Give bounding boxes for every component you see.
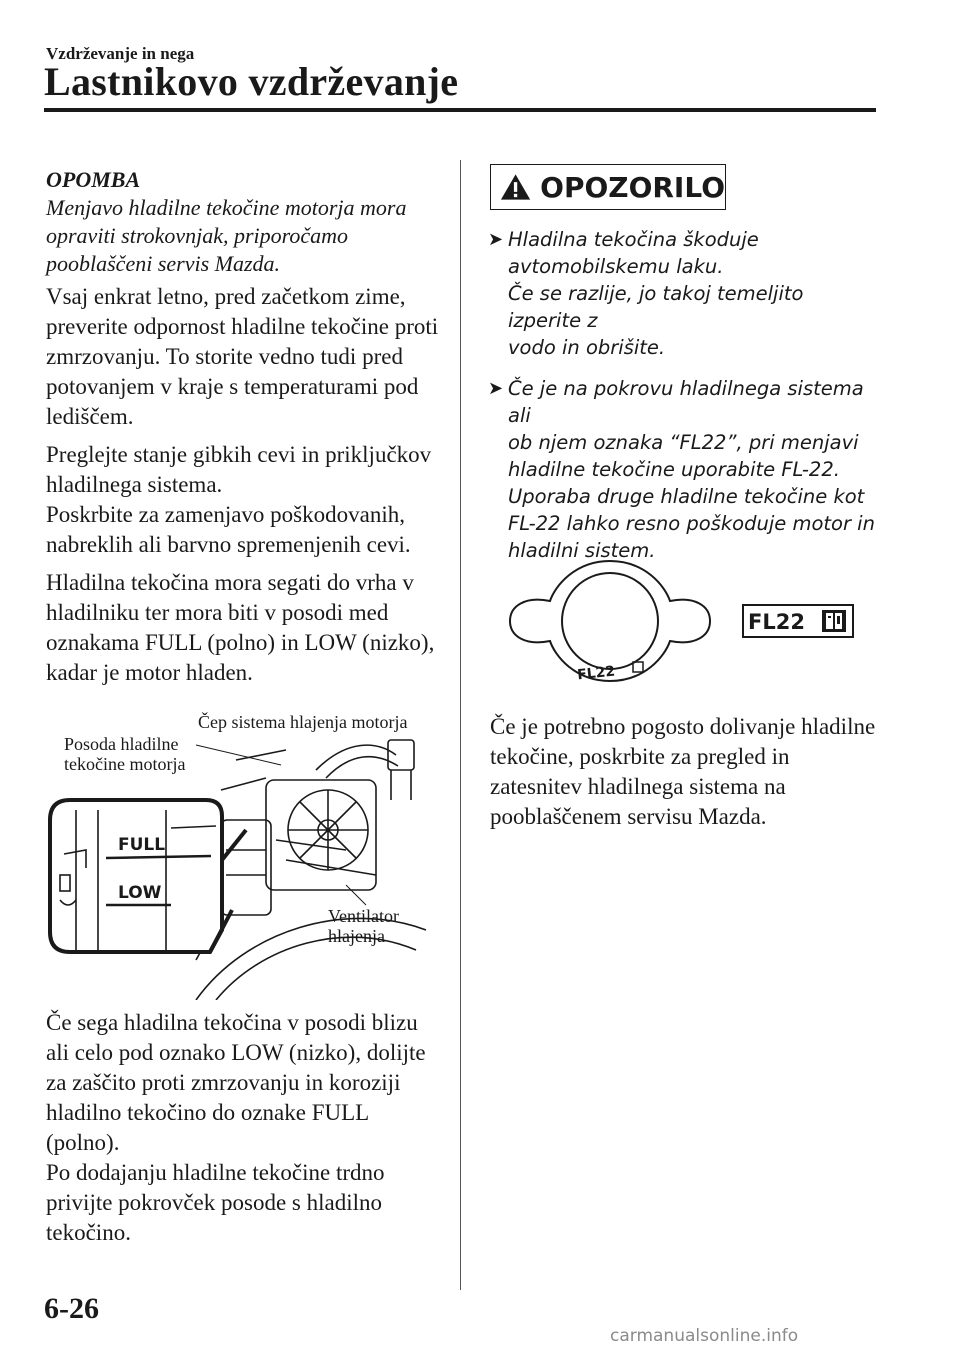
label-line: Ventilator xyxy=(328,906,399,926)
text-line: zmrzovanju. To storite vedno tudi pred xyxy=(46,344,403,369)
text-line: nabreklih ali barvno spremenjenih cevi. xyxy=(46,532,411,557)
note-heading: OPOMBA xyxy=(46,167,141,192)
text-line: potovanjem v kraje s temperaturami pod xyxy=(46,374,419,399)
text-line: zatesnitev hladilnega sistema na xyxy=(490,774,786,799)
label-line: Posoda hladilne xyxy=(64,734,179,754)
text-line: vodo in obrišite. xyxy=(508,336,666,359)
text-line: Če sega hladilna tekočina v posodi blizu xyxy=(46,1010,418,1035)
text-line: Vsaj enkrat letno, pred začetkom zime, xyxy=(46,284,406,309)
text-line: hladilniku ter mora biti v posodi med xyxy=(46,600,389,625)
warning-item-text xyxy=(508,226,878,361)
note-line: opraviti strokovnjak, priporočamo xyxy=(46,223,349,248)
paragraph-top-up xyxy=(46,1008,446,1248)
fl22-badge xyxy=(742,604,854,638)
book-icon xyxy=(633,662,643,672)
section-kicker: Vzdrževanje in nega xyxy=(46,44,195,63)
label-line: tekočine motorja xyxy=(64,754,186,774)
page-title: Lastnikovo vzdrževanje xyxy=(44,59,459,104)
cap-fl22-text: FL22 xyxy=(576,663,616,684)
text-line: Če je na pokrovu hladilnega sistema ali xyxy=(508,377,864,427)
text-line: kadar je motor hladen. xyxy=(46,660,253,685)
warning-header xyxy=(490,164,726,210)
paragraph-coolant-level xyxy=(46,568,446,688)
page-number: 6-26 xyxy=(44,1292,99,1325)
arrow-bullet-icon: ➤ xyxy=(488,378,504,399)
text-line: za zaščito proti zmrzovanju in koroziji xyxy=(46,1070,401,1095)
low-mark: LOW xyxy=(118,883,162,903)
text-line: Če se razlije, jo takoj temeljito izperite z xyxy=(508,282,804,332)
warning-item-text xyxy=(508,375,878,564)
paragraph-hose-inspection xyxy=(46,440,446,560)
text-line: Poskrbite za zamenjavo poškodovanih, xyxy=(46,502,405,527)
text-line: Če je potrebno pogosto dolivanje hladilne xyxy=(490,714,876,739)
arrow-bullet-icon: ➤ xyxy=(488,229,504,250)
text-line: ob njem oznaka “FL22”, pri menjavi xyxy=(508,431,859,454)
warning-item xyxy=(488,375,878,564)
paragraph-antifreeze-check xyxy=(46,282,446,432)
text-line: hladilno tekočino do oznake FULL xyxy=(46,1100,370,1125)
text-line: hladilni sistem. xyxy=(508,539,656,562)
full-mark: FULL xyxy=(118,835,166,855)
text-line: preverite odpornost hladilne tekočine proti xyxy=(46,314,439,339)
radiator-cap-illustration xyxy=(505,556,715,686)
fl22-badge-text: FL22 xyxy=(748,610,805,634)
text-line: FL-22 lahko resno poškoduje motor in xyxy=(508,512,875,535)
text-line: avtomobilskemu laku. xyxy=(508,255,724,278)
title-rule xyxy=(44,108,876,112)
label-cap: Čep sistema hlajenja motorja xyxy=(198,712,408,732)
text-line: oznakama FULL (polno) in LOW (nizko), xyxy=(46,630,435,655)
text-line: pooblaščenem servisu Mazda. xyxy=(490,804,767,829)
text-line: Preglejte stanje gibkih cevi in priključkov xyxy=(46,442,432,467)
text-line: privijte pokrovček posode s hladilno xyxy=(46,1190,382,1215)
note-line: Menjavo hladilne tekočine motorja mora xyxy=(46,195,407,220)
text-line: tekočino. xyxy=(46,1220,131,1245)
text-line: hladilnega sistema. xyxy=(46,472,223,497)
text-line: Hladilna tekočina mora segati do vrha v xyxy=(46,570,414,595)
text-line: Hladilna tekočina škoduje xyxy=(508,228,759,251)
warning-list xyxy=(488,226,878,578)
column-divider xyxy=(460,160,461,1290)
manual-book-icon xyxy=(822,610,846,632)
warning-item xyxy=(488,226,878,361)
label-reservoir xyxy=(64,734,185,774)
note-line: pooblaščeni servis Mazda. xyxy=(46,251,281,276)
text-line: (polno). xyxy=(46,1130,120,1155)
text-line: lediščem. xyxy=(46,404,134,429)
warning-title: OPOZORILO xyxy=(540,170,725,204)
note-block xyxy=(46,166,436,278)
text-line: ali celo pod oznako LOW (nizko), dolijte xyxy=(46,1040,426,1065)
text-line: tekočine, poskrbite za pregled in xyxy=(490,744,790,769)
paragraph-frequent-topup xyxy=(490,712,880,832)
label-fan xyxy=(328,906,399,946)
watermark: carmanualsonline.info xyxy=(610,1326,799,1346)
text-line: Po dodajanju hladilne tekočine trdno xyxy=(46,1160,385,1185)
text-line: Uporaba druge hladilne tekočine kot xyxy=(508,485,865,508)
label-line: hlajenja xyxy=(328,926,385,946)
text-line: hladilne tekočine uporabite FL-22. xyxy=(508,458,840,481)
warning-triangle-icon xyxy=(499,172,532,202)
